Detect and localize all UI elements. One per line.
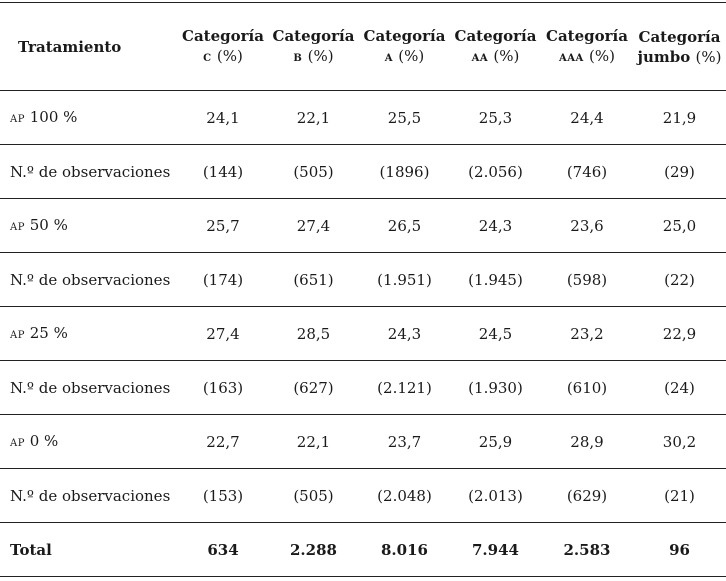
row-label bbox=[0, 307, 178, 361]
total-label: Total bbox=[0, 523, 178, 577]
table-cell: 23,2 bbox=[541, 307, 633, 361]
table-cell: (22) bbox=[633, 253, 726, 307]
row-label-text: N.º de observaciones bbox=[10, 162, 171, 181]
table-header bbox=[0, 3, 726, 91]
row-label bbox=[0, 415, 178, 469]
header-category-label: Categoría bbox=[363, 27, 446, 45]
table-cell: (144) bbox=[178, 145, 268, 199]
table-cell: 22,9 bbox=[633, 307, 726, 361]
table-row bbox=[0, 145, 726, 199]
table-cell: (1.945) bbox=[450, 253, 541, 307]
row-prefix: ap bbox=[10, 110, 25, 126]
header-unit: (%) bbox=[398, 47, 425, 65]
header-unit: (%) bbox=[493, 47, 520, 65]
table-cell: 21,9 bbox=[633, 91, 726, 145]
row-prefix: ap bbox=[10, 326, 25, 342]
table-cell: 25,3 bbox=[450, 91, 541, 145]
total-cell: 634 bbox=[178, 523, 268, 577]
header-category-label: Categoría bbox=[454, 27, 537, 45]
header-category-c bbox=[178, 3, 268, 91]
table-cell: (746) bbox=[541, 145, 633, 199]
table-cell: (21) bbox=[633, 469, 726, 523]
table-row bbox=[0, 307, 726, 361]
header-category-label: Categoría bbox=[546, 27, 628, 45]
row-prefix: ap bbox=[10, 218, 25, 234]
table-cell: (627) bbox=[268, 361, 359, 415]
table-cell: (24) bbox=[633, 361, 726, 415]
table-cell: 30,2 bbox=[633, 415, 726, 469]
table-cell: 27,4 bbox=[268, 199, 359, 253]
header-unit: (%) bbox=[307, 47, 334, 65]
table-cell: 22,1 bbox=[268, 91, 359, 145]
table-cell: (2.048) bbox=[359, 469, 450, 523]
table-cell: (1896) bbox=[359, 145, 450, 199]
table-row bbox=[0, 253, 726, 307]
table-cell: (629) bbox=[541, 469, 633, 523]
table-cell: 23,6 bbox=[541, 199, 633, 253]
header-unit: (%) bbox=[695, 47, 722, 66]
table-cell: 28,5 bbox=[268, 307, 359, 361]
table-cell: (505) bbox=[268, 145, 359, 199]
total-cell: 8.016 bbox=[359, 523, 450, 577]
header-grade: aaa bbox=[559, 49, 584, 65]
row-label bbox=[0, 199, 178, 253]
row-label-text: N.º de observaciones bbox=[10, 378, 171, 397]
header-grade: aa bbox=[471, 49, 489, 65]
table-cell: 22,7 bbox=[178, 415, 268, 469]
total-row bbox=[0, 523, 726, 577]
table-cell: 24,1 bbox=[178, 91, 268, 145]
table-cell: (174) bbox=[178, 253, 268, 307]
table-body bbox=[0, 91, 726, 577]
table-cell: (610) bbox=[541, 361, 633, 415]
table-cell: (153) bbox=[178, 469, 268, 523]
row-label bbox=[0, 145, 178, 199]
table-cell: (505) bbox=[268, 469, 359, 523]
table-cell: 25,5 bbox=[359, 91, 450, 145]
table-cell: 26,5 bbox=[359, 199, 450, 253]
table-cell: (651) bbox=[268, 253, 359, 307]
table-row bbox=[0, 469, 726, 523]
row-label-text: 0 % bbox=[29, 432, 59, 450]
data-table bbox=[0, 2, 726, 577]
table-cell: 25,9 bbox=[450, 415, 541, 469]
total-cell: 96 bbox=[633, 523, 726, 577]
table-cell: (2.056) bbox=[450, 145, 541, 199]
table-cell: 25,7 bbox=[178, 199, 268, 253]
table-cell: 24,4 bbox=[541, 91, 633, 145]
table-cell: 28,9 bbox=[541, 415, 633, 469]
table-cell: 24,3 bbox=[359, 307, 450, 361]
header-category-a bbox=[359, 3, 450, 91]
header-unit: (%) bbox=[216, 47, 243, 65]
table-cell: 22,1 bbox=[268, 415, 359, 469]
row-label-text: 100 % bbox=[29, 108, 78, 126]
row-label bbox=[0, 469, 178, 523]
header-category-label: Categoría bbox=[182, 27, 264, 45]
header-grade: c bbox=[203, 49, 212, 65]
header-grade: a bbox=[384, 49, 394, 65]
row-prefix: ap bbox=[10, 434, 25, 450]
row-label bbox=[0, 253, 178, 307]
table-cell: (2.121) bbox=[359, 361, 450, 415]
row-label-text: N.º de observaciones bbox=[10, 270, 171, 289]
table-cell: (2.013) bbox=[450, 469, 541, 523]
header-grade: jumbo bbox=[637, 47, 691, 66]
table-cell: (1.930) bbox=[450, 361, 541, 415]
header-category-label: Categoría bbox=[638, 27, 721, 46]
header-category-jumbo bbox=[633, 3, 726, 91]
table-cell: (598) bbox=[541, 253, 633, 307]
header-category-b bbox=[268, 3, 359, 91]
table-row bbox=[0, 91, 726, 145]
table-cell: (1.951) bbox=[359, 253, 450, 307]
header-row bbox=[0, 3, 726, 91]
row-label bbox=[0, 91, 178, 145]
header-grade: b bbox=[293, 49, 303, 65]
table-cell: 24,3 bbox=[450, 199, 541, 253]
table-row bbox=[0, 415, 726, 469]
total-cell: 2.288 bbox=[268, 523, 359, 577]
header-category-aa bbox=[450, 3, 541, 91]
table-cell: 27,4 bbox=[178, 307, 268, 361]
header-category-label: Categoría bbox=[272, 27, 355, 45]
header-unit: (%) bbox=[589, 47, 615, 65]
total-cell: 7.944 bbox=[450, 523, 541, 577]
table-cell: 23,7 bbox=[359, 415, 450, 469]
row-label bbox=[0, 361, 178, 415]
header-category-aaa bbox=[541, 3, 633, 91]
header-treatment: Tratamiento bbox=[0, 3, 178, 91]
table-cell: (29) bbox=[633, 145, 726, 199]
row-label-text: 25 % bbox=[29, 324, 68, 342]
row-label-text: 50 % bbox=[29, 216, 68, 234]
table-row bbox=[0, 361, 726, 415]
table-cell: 24,5 bbox=[450, 307, 541, 361]
total-cell: 2.583 bbox=[541, 523, 633, 577]
row-label-text: N.º de observaciones bbox=[10, 486, 171, 505]
table-row bbox=[0, 199, 726, 253]
table-cell: 25,0 bbox=[633, 199, 726, 253]
table-cell: (163) bbox=[178, 361, 268, 415]
